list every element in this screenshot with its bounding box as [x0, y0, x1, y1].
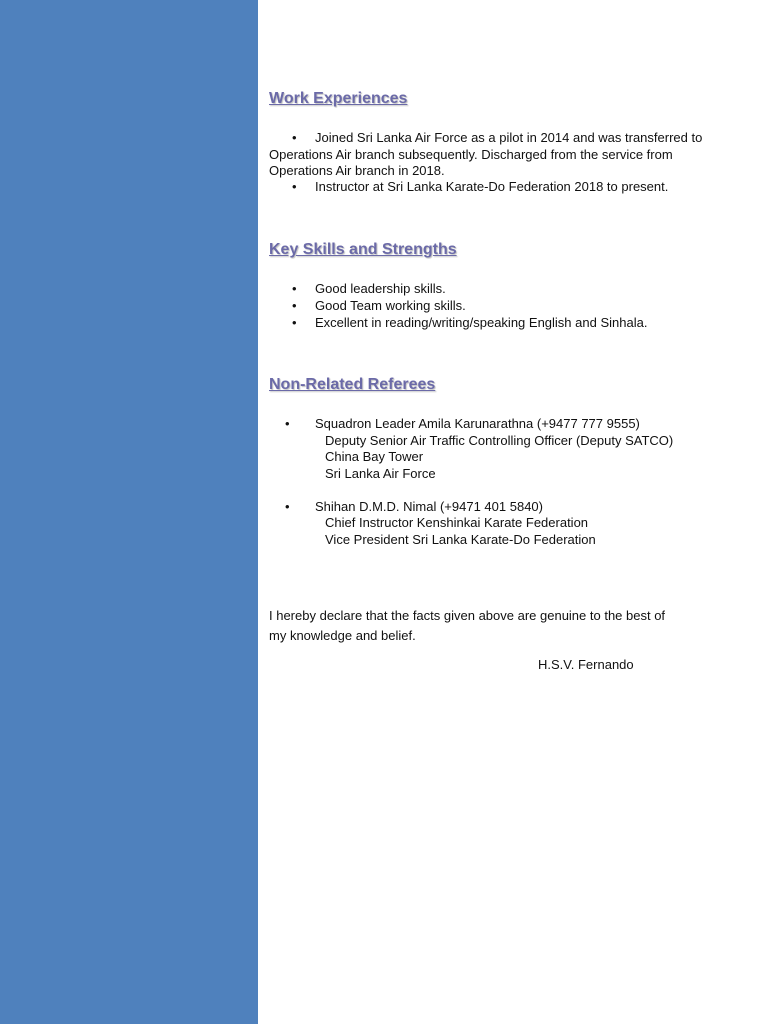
- bullet-icon: •: [292, 179, 297, 194]
- referee-2-name: Shihan D.M.D. Nimal (+9471 401 5840): [315, 499, 543, 514]
- referee-1-title: Deputy Senior Air Traffic Controlling Officer (Deputy SATCO): [325, 433, 674, 448]
- referee-1-unit: China Bay Tower: [325, 449, 424, 464]
- bullet-icon: •: [285, 499, 290, 514]
- bullet-icon: •: [285, 416, 290, 431]
- bullet-icon: •: [292, 298, 297, 313]
- key-skills-heading: Key Skills and Strengths: [269, 241, 457, 258]
- bullet-icon: •: [292, 130, 297, 145]
- work-experiences-heading: Work Experiences: [269, 90, 408, 107]
- skill-item-1: Good leadership skills.: [315, 281, 446, 296]
- referee-1-org: Sri Lanka Air Force: [325, 466, 436, 481]
- bullet-icon: •: [292, 315, 297, 330]
- work-item-2: Instructor at Sri Lanka Karate-Do Federation 2018 to present.: [315, 179, 669, 194]
- sidebar-color-band: [0, 0, 258, 1024]
- skill-item-2: Good Team working skills.: [315, 298, 466, 313]
- resume-page: [269, 0, 749, 1024]
- referee-2-title: Chief Instructor Kenshinkai Karate Federation: [325, 515, 589, 530]
- referees-heading: Non-Related Referees: [269, 376, 436, 393]
- declaration-text: I hereby declare that the facts given above are genuine to the best of my knowledge and belief.: [269, 608, 666, 643]
- bullet-icon: •: [292, 281, 297, 296]
- skill-item-3: Excellent in reading/writing/speaking English and Sinhala.: [315, 315, 648, 330]
- signature-name: H.S.V. Fernando: [538, 657, 634, 672]
- work-item-1: Joined Sri Lanka Air Force as a pilot in 2014 and was transferred to Operations Air branch subsequently. Discharged from the service from Operations Air branch in 2018.: [269, 130, 703, 178]
- referee-1-name: Squadron Leader Amila Karunarathna (+9477 777 9555): [315, 416, 640, 431]
- referee-2-role: Vice President Sri Lanka Karate-Do Federation: [325, 532, 596, 547]
